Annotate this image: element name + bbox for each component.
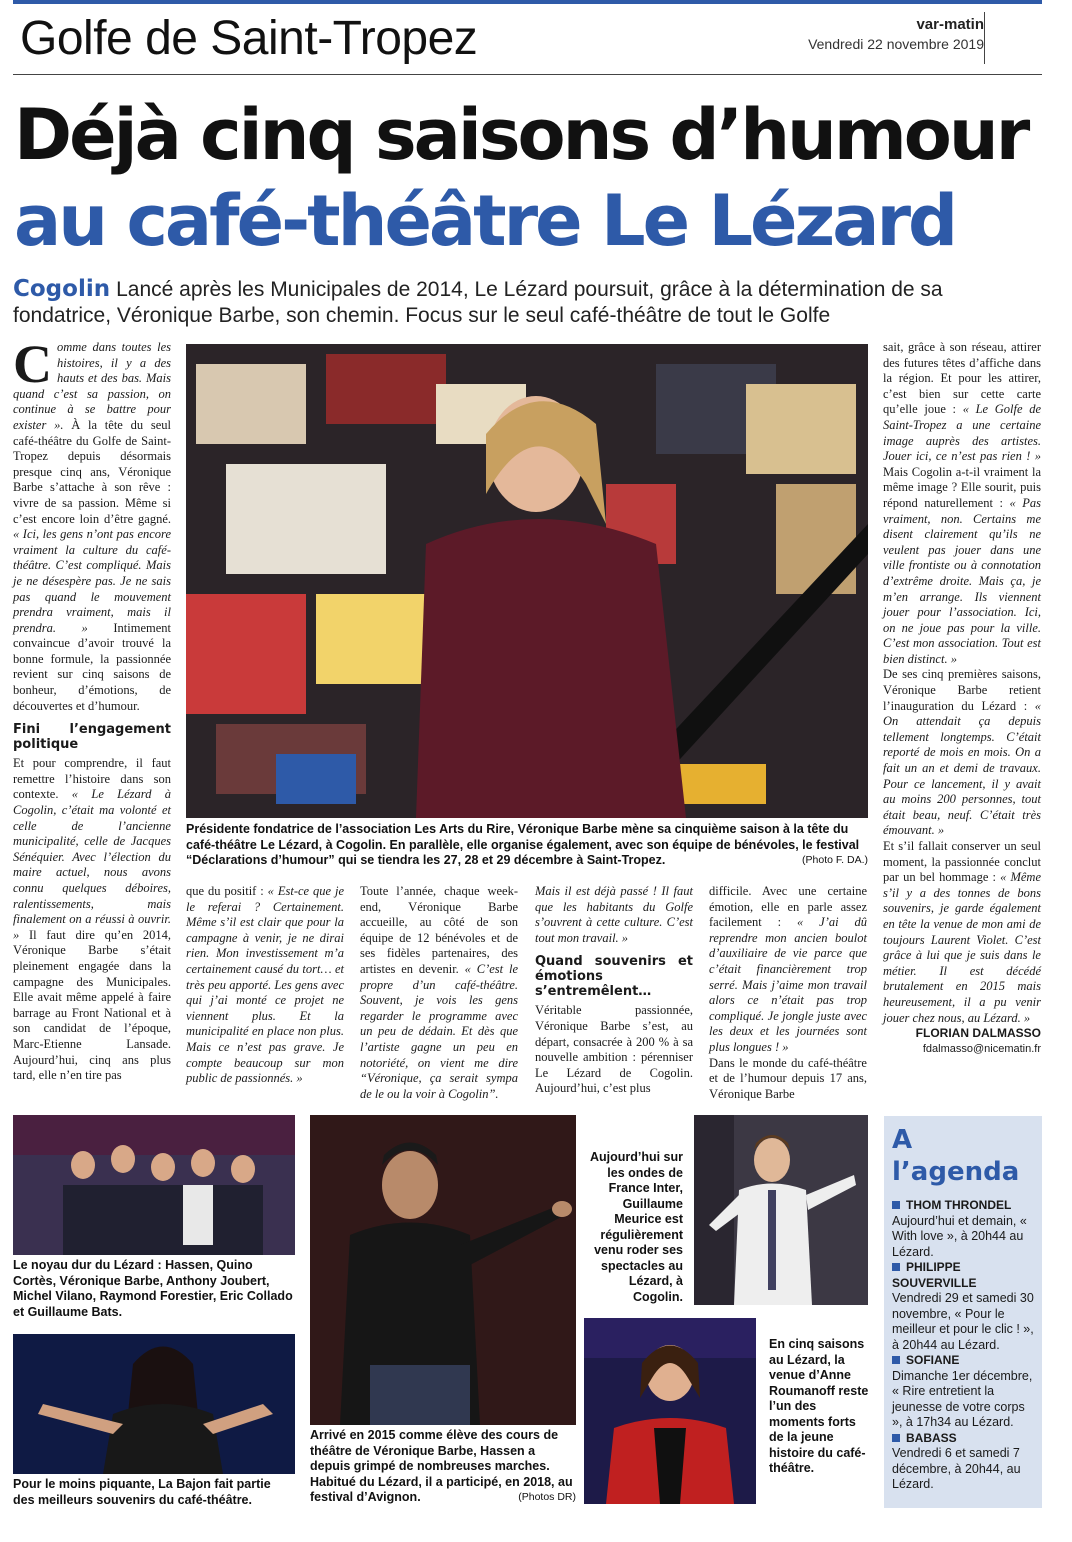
agenda-square-icon bbox=[892, 1434, 900, 1442]
anne-photo-caption: En cinq saisons au Lézard, la venue d’Anne Roumanoff reste l’un des moments forts de la jeune histoire du café-théâtre. bbox=[769, 1337, 869, 1475]
photos-credit: (Photos DR) bbox=[518, 1491, 576, 1503]
bajon-photo-caption: Pour le moins piquante, La Bajon fait partie des meilleurs souvenirs du café-théâtre. bbox=[13, 1477, 271, 1507]
meurice-photo-art bbox=[694, 1115, 868, 1305]
article-column-5 bbox=[709, 884, 867, 1102]
main-photo bbox=[186, 344, 868, 818]
anne-photo bbox=[584, 1318, 756, 1504]
hassen-caption-text: Arrivé en 2015 comme élève des cours de théâtre de Véronique Barbe, Hassen a depuis grimpé de nombreuses marches. Habitué du Lézard, il a participé, en 2018, au festival d’Avignon. bbox=[310, 1428, 573, 1504]
subhead-souvenirs: Quand souvenirs et émotions s’entremêlent… bbox=[535, 954, 693, 1000]
main-photo-caption bbox=[186, 822, 868, 869]
meurice-photo-caption: Aujourd’hui sur les ondes de France Inter, Guillaume Meurice est régulièrement venu roder ses spectacles au Lézard, à Cogolin. bbox=[589, 1150, 683, 1304]
hassen-photo-art bbox=[310, 1115, 576, 1425]
col1-p2-quote: « Le Lézard à Cogolin, c’était ma volonté et celle de l’ancienne municipalité, celle de Jacques Sénéquier. Avec l’élection du maire actuel, nous avons connu quelques déboires, ralentissements, mais finalement on a réussi à ouvrir. » bbox=[13, 787, 172, 942]
meurice-photo bbox=[694, 1115, 868, 1305]
col5-quote: « J’ai dû reprendre mon ancien boulot d’auxiliaire de vie parce que c’était financièrement trop serré. Mais j’aime mon travail alors ce n’était pas trop compliqué. Je jongle juste avec les deux et les journées sont plus longues ! » bbox=[709, 915, 867, 1054]
issue-date: Vendredi 22 novembre 2019 bbox=[808, 36, 984, 52]
agenda-item-text: Aujourd’hui et demain, « With love », à 20h44 au Lézard. bbox=[892, 1213, 1027, 1259]
col5-text: difficile. Avec une certaine émotion, elle en parle assez facilement : bbox=[709, 884, 867, 930]
col1-p2-end: Il faut dire qu’en 2014, Véronique Barbe s’était pleinement engagée dans la campagne des Municipales. Elle avait même appelé à faire barrage au Front National et à son candidat de l’époque, Marc-Etienne Lansade. Aujourd’hui, cinq ans plus tard, elle n’en tire pas bbox=[13, 927, 171, 1083]
col6-quote: « Le Golfe de Saint-Tropez a une certaine image auprès des artistes. Jouer ici, ce n’est pas rien ! » bbox=[883, 402, 1041, 464]
agenda-item-text: Vendredi 6 et samedi 7 décembre, à 20h44, au Lézard. bbox=[892, 1446, 1021, 1491]
col6-p2-quote: « On attendait ça depuis tellement longtemps. C’était reporté de mois en mois. On a fait un an et demi de travaux. Pour ce lancement, il y avait au moins 200 personnes, tout était beau, neuf. C’était très émouvant. » bbox=[883, 698, 1041, 838]
col2-quote: « Est-ce que je le referai ? Certainement. Même s’il est clair que pour la campagne à venir, je ne dirai rien. Mon investissement m’a certainement causé du tort… et très peu apporté. Les gens avec qui j’ai monté ce projet ne viennent plus. Et la municipalité en place non plus. Mais ce n’est pas grave. Je compte beaucoup sur mon public de passionnés. » bbox=[186, 884, 344, 1086]
col2-text: que du positif : bbox=[186, 884, 268, 898]
agenda-item bbox=[884, 1353, 1042, 1431]
bajon-photo-art bbox=[13, 1334, 295, 1474]
col6-p3-quote: « Même s’il y a des tonnes de bons souvenirs, je garde également en tête la venue de mon ami de toujours Laurent Violet. C’est grâce à lui que je suis dans le métier. Il est décédé brutalement en 2015 mais heureusement, il a pu venir jouer chez nous, au Lézard. » bbox=[883, 870, 1041, 1025]
col3-text: Toute l’année, chaque week-end, Véronique Barbe accueille, au côté de son équipe de 12 bénévoles et de ses fidèles partenaires, des artistes en devenir. bbox=[360, 884, 518, 976]
col1-intro-quote: omme dans toutes les histoires, il y a des hauts et des bas. Mais quand c’est sa passion, on continue à se battre pour exister ». bbox=[13, 340, 171, 432]
main-photo-credit: (Photo F. DA.) bbox=[802, 854, 868, 866]
col4-quote: Mais il est déjà passé ! Il faut que les habitants du Golfe s’ouvrent à cette culture. C’est tout mon travail. » bbox=[535, 884, 693, 945]
col1-p2-text: Et pour comprendre, il faut remettre l’histoire dans son contexte. bbox=[13, 756, 171, 802]
brand-name: var-matin bbox=[916, 16, 984, 33]
main-caption-text: Présidente fondatrice de l’association Les Arts du Rire, Véronique Barbe mène sa cinquième saison à la tête du café-théâtre Le Lézard, à Cogolin. En parallèle, elle organise également, avec son équipe de bénévoles, le festival “Déclarations d’humour” qui se tiendra les 27, 28 et 29 décembre à Saint-Tropez. bbox=[186, 822, 860, 867]
author-signature: FLORIAN DALMASSO bbox=[915, 1026, 1041, 1041]
top-accent-bar bbox=[13, 0, 1042, 4]
agenda-title: A l’agenda bbox=[892, 1125, 1020, 1187]
col6-p2-text: De ses cinq premières saisons, Véronique Barbe retient l’inauguration du Lézard : bbox=[883, 667, 1041, 713]
article-column-2 bbox=[186, 884, 344, 1087]
drop-cap: C bbox=[13, 334, 52, 394]
col3-quote: « C’est le propre d’un café-théâtre. Souvent, je vois les gens regarder le programme avec un peu de dédain. Et dès que l’artiste gagne un peu en notoriété, on vient me dire “Véronique, ça serait sympa de le ou la voir à Cogolin”. bbox=[360, 961, 518, 1101]
group-photo bbox=[13, 1115, 295, 1255]
agenda-item-name: PHILIPPE SOUVERVILLE bbox=[892, 1260, 977, 1290]
agenda-item bbox=[884, 1198, 1042, 1260]
article-column-3 bbox=[360, 884, 518, 1102]
agenda-item bbox=[884, 1260, 1042, 1353]
section-title: Golfe de Saint-Tropez bbox=[20, 12, 478, 65]
agenda-square-icon bbox=[892, 1356, 900, 1364]
agenda-square-icon bbox=[892, 1201, 900, 1209]
hassen-photo-caption bbox=[310, 1428, 576, 1506]
col4-text: Véritable passionnée, Véronique Barbe s’est, au départ, consacrée à 200 % à sa nouvelle ambition : pérenniser Le Lézard de Cogolin. Aujourd’hui, c’est plus bbox=[535, 1003, 693, 1096]
agenda-item-name: BABASS bbox=[906, 1430, 957, 1445]
group-photo-caption: Le noyau dur du Lézard : Hassen, Quino Cortès, Véronique Barbe, Anthony Joubert, Michel Vilano, Raymond Forestier, Eric Collado et Guillaume Bats. bbox=[13, 1258, 293, 1319]
anne-photo-art bbox=[584, 1318, 756, 1504]
article-column-6 bbox=[883, 340, 1041, 1057]
subhead-politique: Fini l’engagement politique bbox=[13, 722, 171, 753]
article-column-1 bbox=[13, 334, 172, 1084]
header-divider bbox=[984, 12, 985, 64]
agenda-item-text: Dimanche 1er décembre, « Rire entretient la jeunesse de votre corps », à 17h34 au Lézard. bbox=[892, 1368, 1033, 1429]
lede-text: Lancé après les Municipales de 2014, Le Lézard poursuit, grâce à la détermination de sa fondatrice, Véronique Barbe, son chemin. Focus sur le seul café-théâtre de tout le Golfe bbox=[13, 278, 943, 327]
col5-text-end: Dans le monde du café-théâtre et de l’humour depuis 17 ans, Véronique Barbe bbox=[709, 1055, 867, 1101]
headline-line1: Déjà cinq saisons d’humour bbox=[14, 94, 1028, 176]
col1-quote: « Ici, les gens n’ont pas encore vraiment la culture du café-théâtre. C’est compliqué. Mais je ne désespère pas. Je ne sais pas quand le mouvement prendra vraiment, mais il prendra. » bbox=[13, 527, 171, 635]
author-email[interactable]: fdalmasso@nicematin.fr bbox=[922, 1042, 1041, 1055]
agenda-item bbox=[884, 1431, 1042, 1493]
lede-city: Cogolin bbox=[13, 276, 111, 302]
col1-text-end: Intimement convaincue d’avoir trouvé la bonne formule, la passionnée revient sur cinq saisons de bonheur, d’émotions, de découvertes et d’humour. bbox=[13, 620, 171, 713]
agenda-item-name: SOFIANE bbox=[906, 1353, 960, 1367]
col1-text: À la tête du seul café-théâtre du Golfe de Saint-Tropez depuis désormais presque cinq ans, Véronique Barbe s’attache à son rêve : vivre de sa passion. Même si c’est encore loin d’être gagné. bbox=[13, 417, 171, 526]
main-photo-art bbox=[186, 344, 868, 818]
group-photo-art bbox=[13, 1115, 295, 1255]
lede bbox=[13, 276, 1043, 329]
bajon-photo bbox=[13, 1334, 295, 1474]
article-column-4 bbox=[535, 884, 693, 1097]
col6-quote2: « Pas vraiment, non. Certains me disent clairement qu’ils ne veulent pas jouer dans une ville frontiste ou à connotation d’extrême droite. Mais ça, je m’en arrange. Ils viennent jouer pour l’association. Ici, on ne joue pas pour la ville. C’est mon association. Tout est bien distinct. » bbox=[883, 495, 1042, 666]
agenda-item-text: Vendredi 29 et samedi 30 novembre, « Pour le meilleur et pour le clic ! », à 20h44 au Lézard. bbox=[892, 1291, 1034, 1352]
agenda-square-icon bbox=[892, 1263, 900, 1271]
agenda-item-name: THOM THRONDEL bbox=[906, 1198, 1012, 1212]
col6-text: sait, grâce à son réseau, attirer des futures têtes d’affiche dans la région. Et pour les attirer, c’est bien sur cette carte qu’elle joue : bbox=[883, 340, 1041, 417]
hassen-photo bbox=[310, 1115, 576, 1425]
headline-line2: au café-théâtre Le Lézard bbox=[14, 180, 956, 262]
col6-text-mid: Mais Cogolin a-t-il vraiment la même image ? Elle sourit, puis répond naturellement : bbox=[883, 464, 1041, 510]
col6-p3-text: Et s’il fallait conserver un seul moment, la passionnée conclut par un bel hommage : bbox=[883, 839, 1041, 885]
header-rule bbox=[13, 74, 1042, 75]
agenda-box bbox=[884, 1116, 1042, 1508]
